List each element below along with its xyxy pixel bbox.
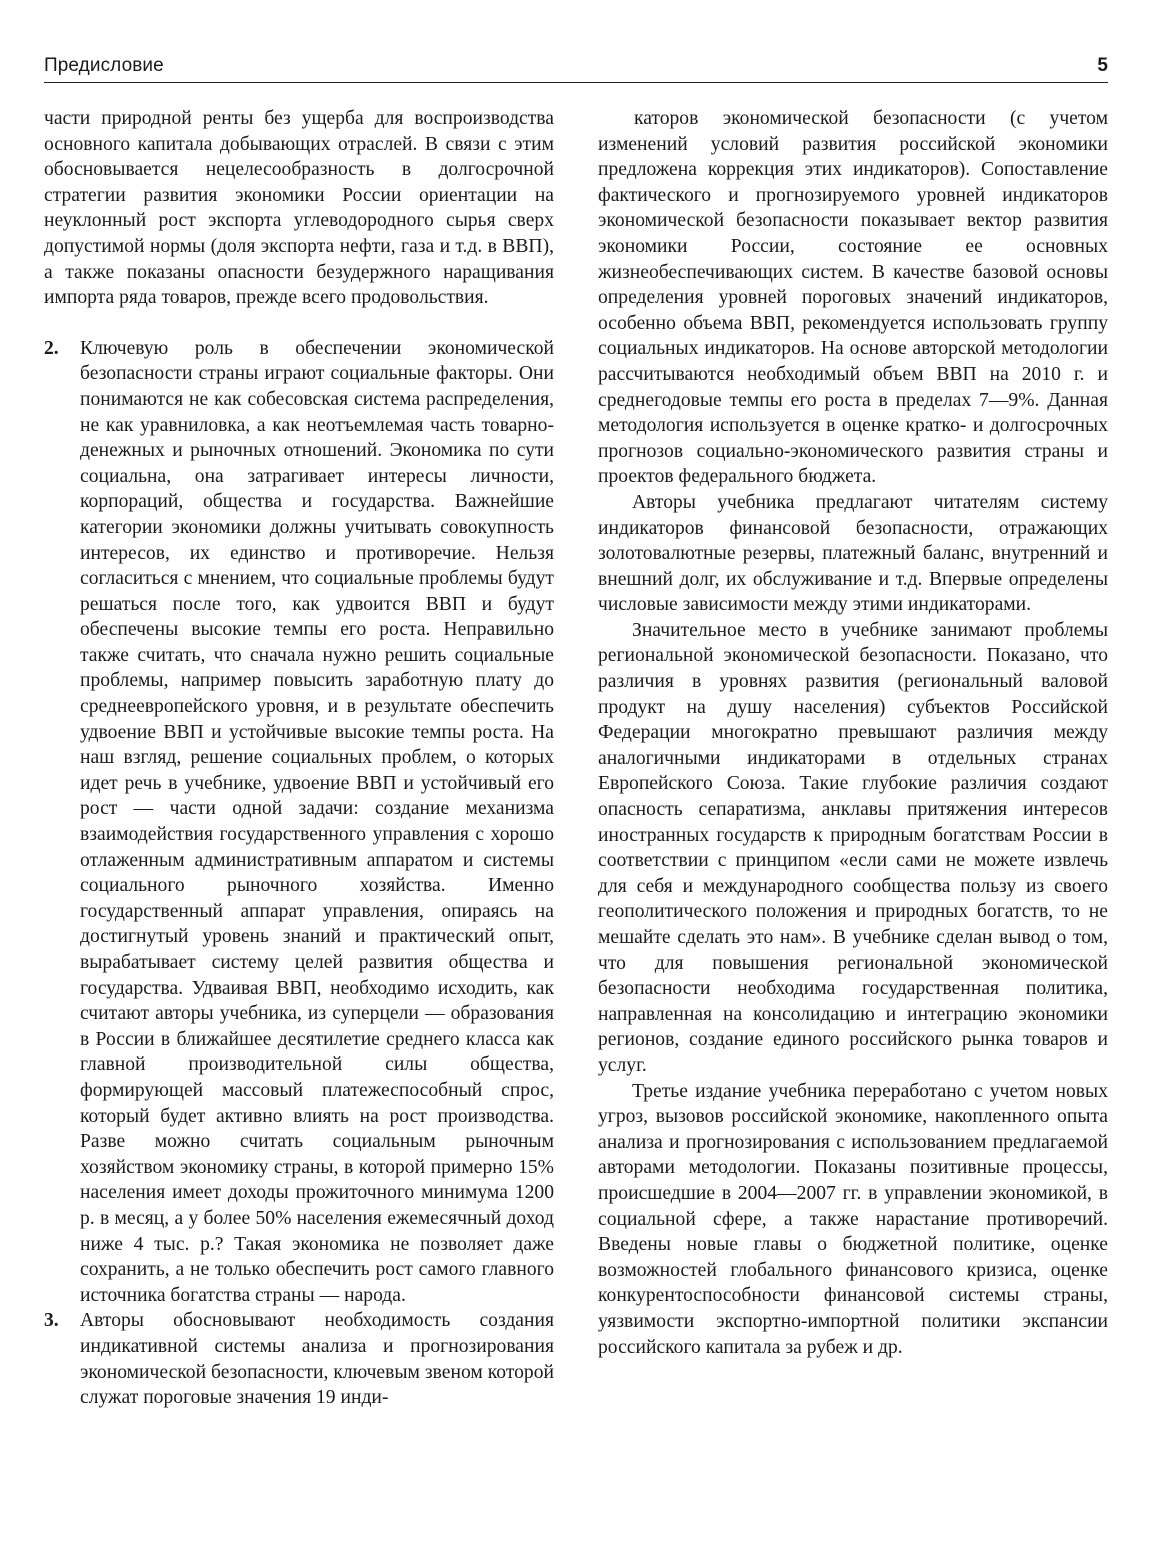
item-text: Ключевую роль в обеспечении экономической безопасности страны играют социальные факторы. Они понимаются не как собесовская система распределения, не как уравниловка, а как неотъемлемая часть товарно-денежных и рыночных отношений. Экономика по сути социальна, она затрагивает интересы личности, корпораций, общества и государства. Важнейшие категории экономики должны учитывать совокупность интересов, их единство и противоречие. Нельзя согласиться с мнением, что социальные проблемы будут решаться после того, как удвоится ВВП и будут обеспечены высокие темпы его роста. Неправильно также считать, что сначала нужно решить социальные проблемы, например повысить заработную плату до среднеевропейского уровня, и в результате обеспечить удвоение ВВП и устойчивые высокие темпы роста. На наш взгляд, решение социальных проблем, о которых идет речь в учебнике, удвоение ВВП и устойчивый его рост — части одной задачи: создание механизма взаимодействия государственного управления с хорошо отлаженным административным аппаратом и системы социального рыночного хозяйства. Именно государственный аппарат управления, опираясь на достигнутый уровень знаний и практический опыт, вырабатывает систему целей развития общества и государства. Удваивая ВВП, необходимо исходить, как считают авторы учебника, из суперцели — образования в России в ближайшее десятилетие среднего класса как главной производительной силы общества, формирующей массовый платежеспособный спрос, который будет активно влиять на рост производства. Разве можно считать социальным рыночным хозяйством экономику страны, в которой примерно 15% населения имеет доходы прожиточного минимума 1200 р. в месяц, а у более 50% населения ежемесячный доход ниже 4 тыс. р.? Такая экономика не позволяет даже сохранить, а не только обеспечить рост самого главного источника богатства страны — народа. bbox=[80, 337, 554, 1306]
paragraph: Третье издание учебника переработано с учетом новых угроз, вызовов российской экономике, накопленного опыта анализа и прогнозирования с использованием предлагаемой авторами методологии. Показаны позитивные процессы, происшедшие в 2004—2007 гг. в управлении экономикой, в социальной сфере, а также нарастание противоречий. Введены новые главы о бюджетной политике, оценке возможностей глобального финансового кризиса, оценке конкурентоспособности финансовой системы страны, уязвимости экспортно-импортной политики экспансии российского капитала за рубеж и др. bbox=[598, 1080, 1108, 1358]
running-header-title: Предисловие bbox=[44, 55, 164, 76]
running-header bbox=[44, 52, 1108, 83]
intro-paragraph: части природной ренты без ущерба для воспроизводства основного капитала добывающих отраслей. В связи с этим обосновывается нецелесообразность в долгосрочной стратегии развития экономики России ориентации на неуклонный рост экспорта углеводородного сырья сверх допустимой нормы (доля экспорта нефти, газа и т.д. в ВВП), а также показаны опасности безудержного наращивания импорта ряда товаров, прежде всего продовольствия. bbox=[44, 108, 554, 309]
paragraph: Значительное место в учебнике занимают проблемы региональной экономической безопасности. Показано, что различия в уровнях развития (региональный валовой продукт на душу населения) субъектов Российской Федерации многократно превышают различия между аналогичными индикаторами в отдельных странах Европейского Союза. Такие глубокие различия создают опасность сепаратизма, анклавы притяжения интересов иностранных государств к природным богатствам России в соответствии с принципом «если сами не можете извлечь для себя и международного сообщества пользу из своего геополитического положения и природных богатств, то не мешайте сделать это нам». В учебнике сделан вывод о том, что для повышения региональной экономической безопасности необходима государственная политика, направленная на консолидацию и интеграцию экономики регионов, создание единого российского рынка товаров и услуг. bbox=[598, 619, 1108, 1076]
numbered-item-3 bbox=[44, 1308, 554, 1410]
numbered-item-2 bbox=[44, 336, 554, 1309]
left-column bbox=[44, 106, 554, 1411]
item-number: 3. bbox=[44, 1310, 59, 1332]
item-text: Авторы обосновывают необходимость создания индикативной системы анализа и прогнозирования экономической безопасности, ключевым звеном которой служат пороговые значения 19 инди- bbox=[80, 1310, 554, 1409]
item-number: 2. bbox=[44, 337, 59, 359]
right-column bbox=[598, 106, 1108, 1360]
continued-paragraph: каторов экономической безопасности (с учетом изменений условий развития российской экономики предложена коррекция этих индикаторов). Сопоставление фактического и прогнозируемого уровней индикаторов экономической безопасности показывает вектор развития экономики России, состояние ее основных жизнеобеспечивающих систем. В качестве базовой основы определения уровней пороговых значений индикаторов, особенно объема ВВП, рекомендуется использовать группу социальных индикаторов. На основе авторской методологии рассчитываются необходимый объем ВВП на 2010 г. и среднегодовые темпы его роста в пределах 7—9%. Данная методология используется в оценке кратко- и долгосрочных прогнозов социально-экономического развития страны и проектов федерального бюджета. bbox=[598, 108, 1108, 488]
paragraph: Авторы учебника предлагают читателям систему индикаторов финансовой безопасности, отражающих золотовалютные резервы, платежный баланс, внутренний и внешний долг, их обслуживание и т.д. Впервые определены числовые зависимости между этими индикаторами. bbox=[598, 491, 1108, 616]
page-number: 5 bbox=[1097, 55, 1108, 76]
